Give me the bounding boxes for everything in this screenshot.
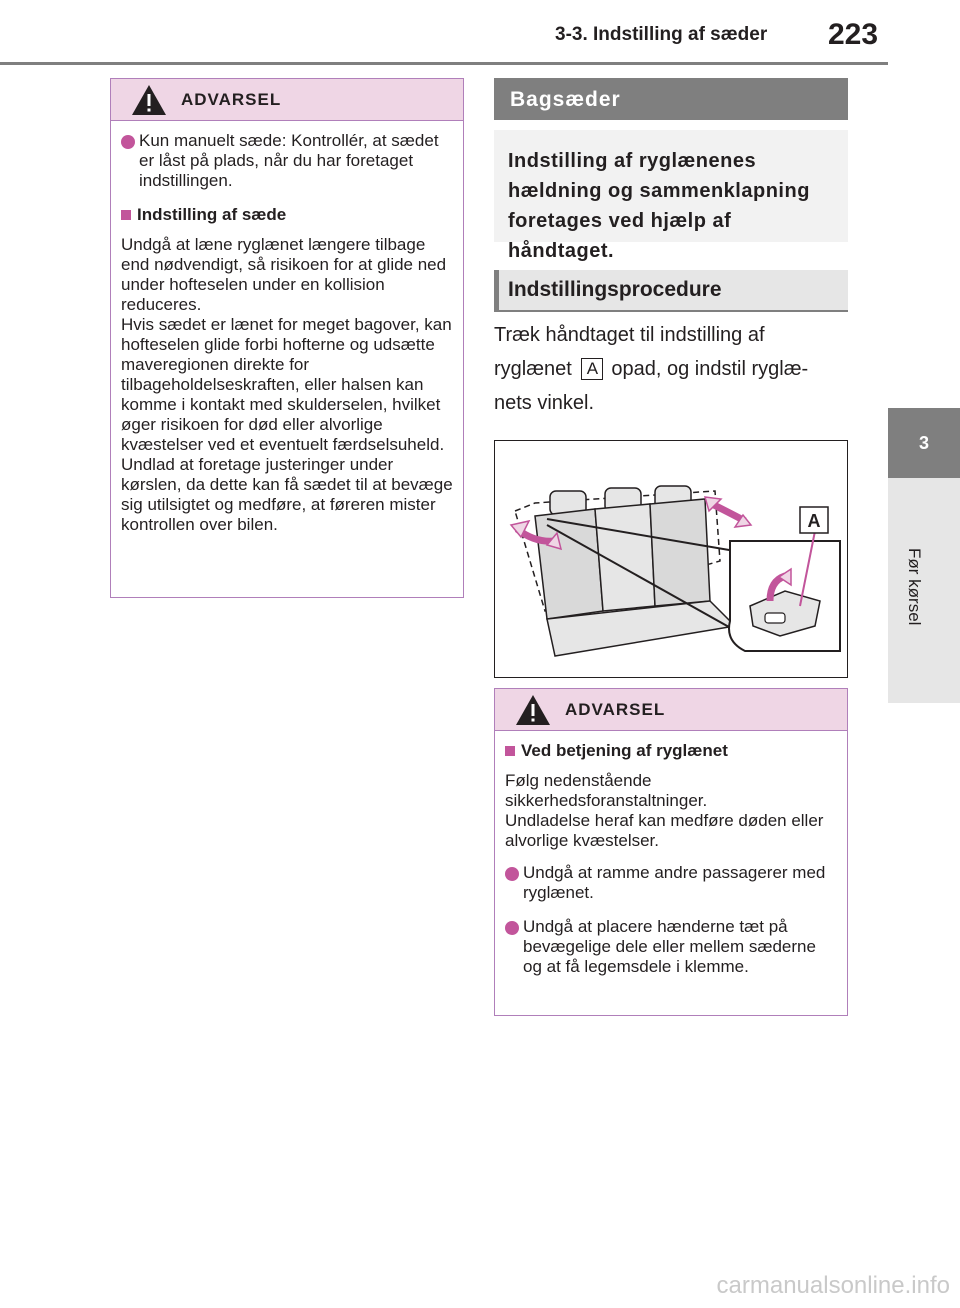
square-bullet-icon bbox=[121, 210, 131, 220]
chapter-title: Før kørsel bbox=[905, 548, 924, 626]
warning-header bbox=[495, 689, 847, 731]
warning-title: ADVARSEL bbox=[181, 89, 282, 109]
seat-illustration bbox=[494, 440, 848, 678]
warning-paragraph: Undgå at læne ryglænet længere tilbage end nødvendigt, så risikoen for at glide ned under hofteselen under en kollision reduceres. bbox=[121, 235, 447, 314]
bullet-item bbox=[121, 131, 453, 191]
warning-box-left bbox=[110, 78, 464, 598]
warning-body bbox=[495, 731, 847, 1001]
warning-paragraph: Undlad at foretage justeringer under kørslen, da dette kan få sædet til at bevæge sig utilsigtet og medføre, at føreren mister kontrollen over bilen. bbox=[121, 455, 453, 534]
warning-body bbox=[111, 121, 463, 545]
warning-paragraph: Følg nedenstående sikkerhedsforanstaltninger. bbox=[505, 771, 708, 810]
page-number: 223 bbox=[828, 18, 879, 51]
watermark: carmanualsonline.info bbox=[716, 1272, 950, 1299]
subsection-heading: Indstillingsprocedure bbox=[494, 270, 848, 312]
warning-subhead bbox=[121, 205, 453, 225]
chapter-tab: 3 bbox=[888, 408, 960, 478]
header-rule bbox=[0, 62, 888, 65]
bullet-item bbox=[505, 863, 837, 903]
subhead-text: Indstilling af sæde bbox=[137, 205, 287, 224]
warning-paragraph: Hvis sædet er lænet for meget bagover, kan hofteselen glide forbi hofterne og udsætte maveregionen direkte for tilbageholdelseskraften, eller halsen kan komme i kontakt med skulderselen, hvilket øger risikoen for død eller alvorlige kvæstelser ved et eventuelt færdselsuheld. bbox=[121, 315, 452, 454]
subsection-bar bbox=[494, 270, 499, 312]
step-line-3: nets vinkel. bbox=[494, 392, 595, 414]
step-instruction bbox=[494, 318, 854, 420]
warning-box-right bbox=[494, 688, 848, 1016]
bullet-text: Undgå at ramme andre passagerer med ryglænet. bbox=[523, 863, 826, 902]
section-title: 3-3. Indstilling af sæder bbox=[555, 24, 768, 45]
rear-seat-illustration bbox=[495, 441, 847, 677]
step-line-1: Træk håndtaget til indstilling af bbox=[494, 324, 765, 346]
step-after: opad, og indstil ryglæ- bbox=[611, 358, 809, 380]
step-line-2 bbox=[494, 352, 854, 386]
callout-a-label: A bbox=[581, 358, 603, 380]
warning-title: ADVARSEL bbox=[565, 699, 666, 719]
square-bullet-icon bbox=[505, 746, 515, 756]
figure-callout-a: A bbox=[807, 511, 821, 531]
intro-box: Indstilling af ryglænenes hældning og sammenklapning foretages ved hjælp af håndtaget. bbox=[494, 130, 848, 242]
warning-paragraph: Undladelse heraf kan medføre døden eller alvorlige kvæstelser. bbox=[505, 811, 824, 850]
warning-triangle-icon bbox=[131, 84, 167, 116]
warning-triangle-icon bbox=[515, 694, 551, 726]
bullet-text: Undgå at placere hænderne tæt på bevægelige dele eller mellem sæderne og at få legemsdele i klemme. bbox=[523, 917, 816, 976]
bullet-dot-icon bbox=[505, 921, 519, 935]
warning-subhead bbox=[505, 741, 837, 761]
bullet-text: Kun manuelt sæde: Kontrollér, at sædet er låst på plads, når du har foretaget indstillingen. bbox=[139, 131, 439, 190]
section-heading: Bagsæder bbox=[494, 78, 848, 120]
subhead-text: Ved betjening af ryglænet bbox=[521, 741, 728, 760]
step-word: ryglænet bbox=[494, 358, 572, 380]
bullet-dot-icon bbox=[505, 867, 519, 881]
bullet-dot-icon bbox=[121, 135, 135, 149]
bullet-item bbox=[505, 917, 837, 977]
warning-header bbox=[111, 79, 463, 121]
